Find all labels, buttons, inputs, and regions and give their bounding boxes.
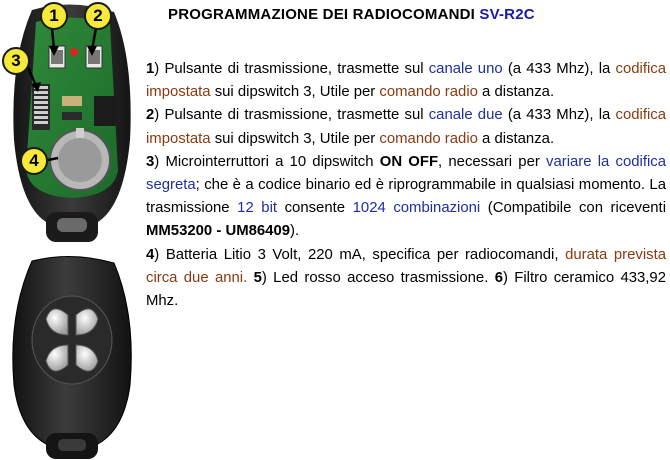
bold-term: MM53200 - UM86409 [146, 223, 291, 240]
text: ) Led rosso acceso trasmissione. [261, 269, 495, 286]
paragraph-2 [146, 104, 666, 150]
highlight: comando radio [379, 84, 478, 101]
callout-1: 1 [40, 2, 68, 30]
text: (a 433 Mhz), la [502, 107, 616, 124]
item-number: 4 [146, 246, 155, 263]
highlight: durata prevista circa due anni. [146, 246, 667, 286]
item-number: 5 [253, 269, 262, 286]
title-main: PROGRAMMAZIONE DEI RADIOCOMANDI [168, 6, 476, 23]
text: a distanza. [477, 130, 555, 147]
text: sui dipswitch 3, Utile per [210, 130, 380, 147]
highlight: 12 bit [237, 200, 278, 217]
item-number: 3 [146, 153, 155, 170]
text: ) Filtro ceramico 433,92 Mhz. [146, 269, 666, 310]
highlight: 1024 combinazioni [352, 200, 481, 217]
title-model: SV-R2C [479, 6, 535, 23]
text: ) Pulsante di trasmissione, trasmette sul [154, 61, 429, 77]
text: ). [290, 223, 300, 240]
item-number: 6 [494, 269, 503, 286]
callout-2: 2 [84, 2, 112, 30]
text: sui dipswitch 3, Utile per [210, 84, 380, 101]
description-body [146, 58, 666, 313]
paragraph-4 [146, 244, 666, 314]
text: ) Microinterruttori a 10 dipswitch [154, 153, 380, 170]
callout-arrows [0, 0, 146, 260]
callout-3: 3 [2, 47, 30, 75]
text: ) Pulsante di trasmissione, trasmette sul [154, 107, 429, 124]
highlight: canale due [428, 107, 503, 124]
remote-closed-image [2, 255, 142, 460]
text: ; che è a codice binario ed è riprogrammabile in qualsiasi momento. La trasmissione [146, 177, 666, 217]
item-number: 2 [146, 107, 155, 124]
text: , necessari per [438, 153, 547, 170]
text: a distanza. [477, 84, 555, 101]
callout-4: 4 [20, 147, 48, 175]
highlight: canale uno [428, 61, 503, 77]
bold-term: ON OFF [379, 153, 439, 170]
text: (a 433 Mhz), la [502, 61, 616, 77]
highlight: variare la codifica segreta [146, 153, 666, 194]
highlight: codifica impostata [146, 107, 666, 147]
highlight: comando radio [379, 130, 478, 147]
paragraph-3 [146, 151, 666, 244]
paragraph-1 [146, 58, 666, 104]
page-title [168, 6, 668, 23]
text: (Compatibile con riceventi [480, 200, 666, 217]
text: ) Batteria Litio 3 Volt, 220 mA, specifica per radiocomandi, [154, 246, 566, 263]
text: consente [277, 200, 353, 217]
item-number: 1 [146, 61, 155, 77]
highlight: codifica impostata [146, 61, 666, 101]
